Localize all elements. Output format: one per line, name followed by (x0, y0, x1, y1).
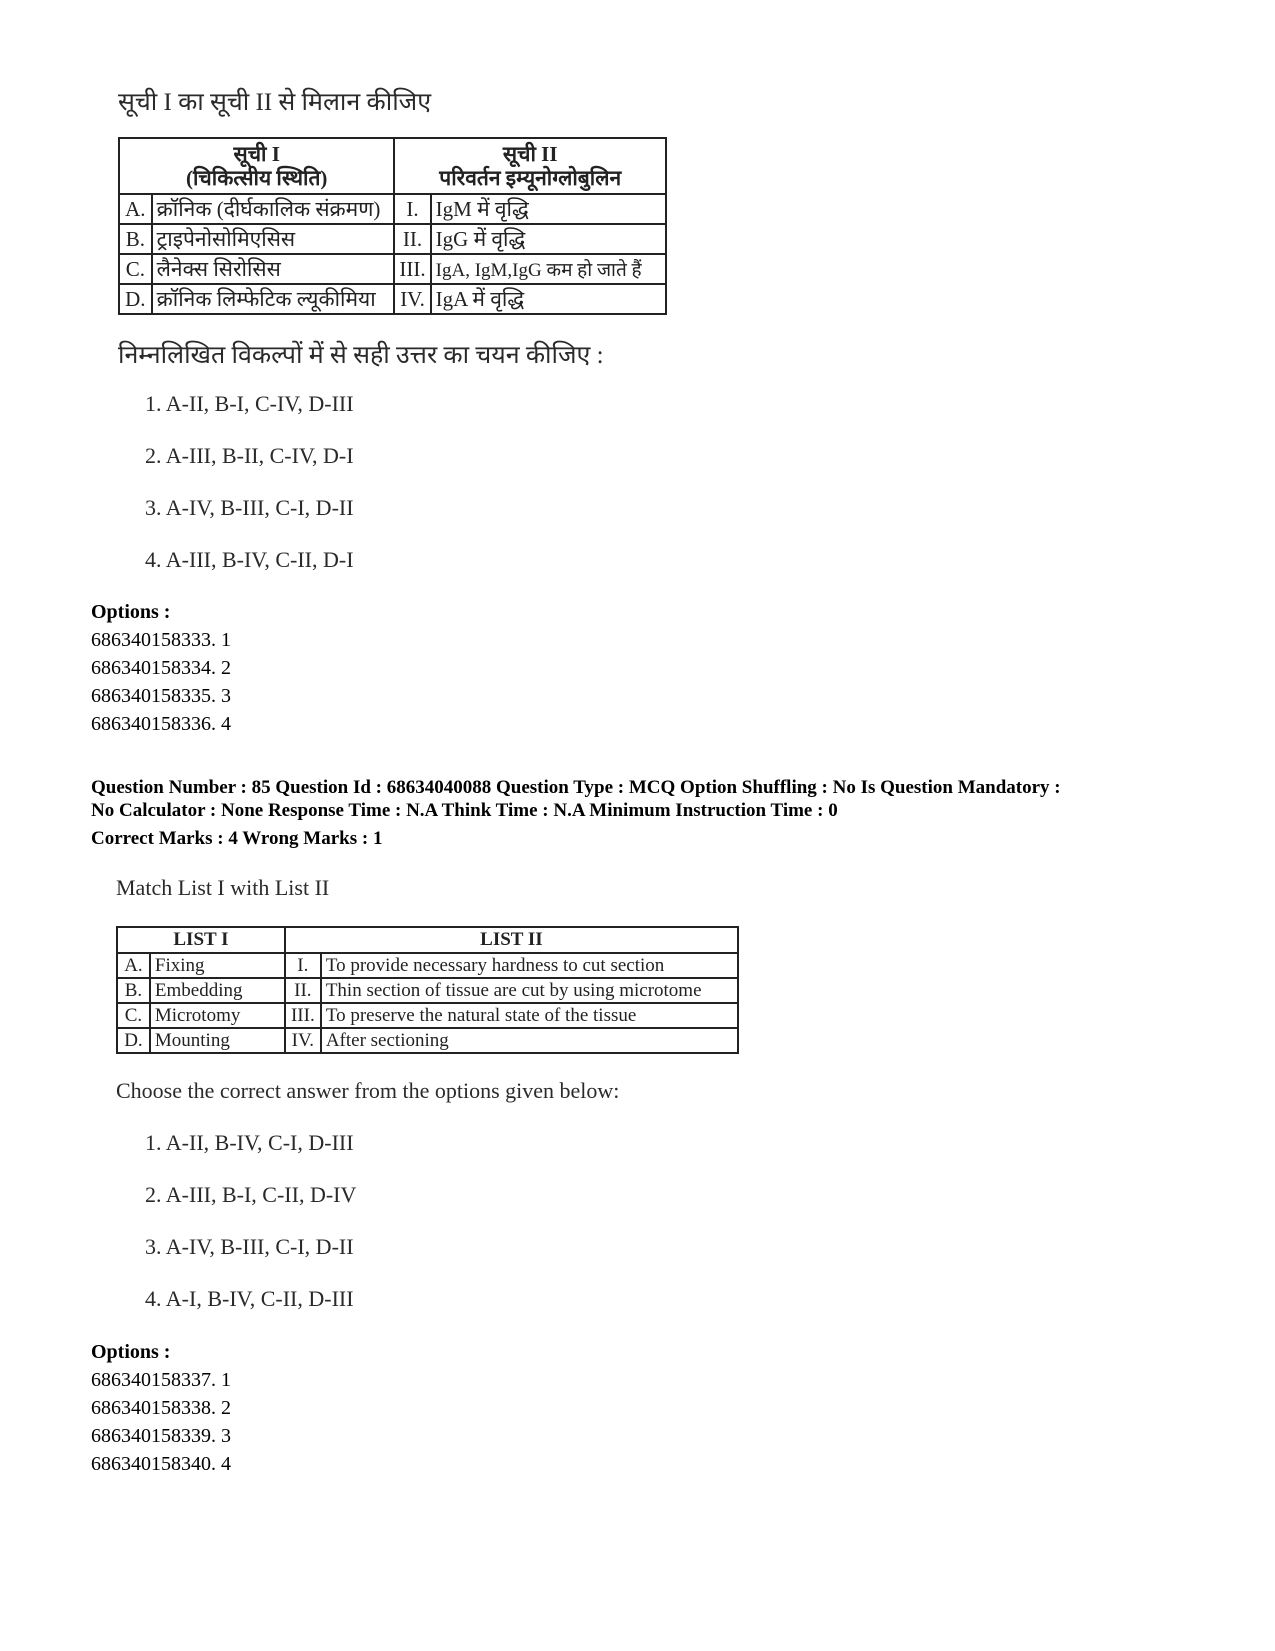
q84-choice-2: 2. A-III, B-II, C-IV, D-I (145, 443, 354, 468)
q85-choice-3: 3. A-IV, B-III, C-I, D-II (145, 1234, 354, 1259)
q84-options-label: Options : (91, 601, 171, 623)
q84-choice-1: 1. A-II, B-I, C-IV, D-III (145, 391, 354, 416)
q85-meta-line-3: Correct Marks : 4 Wrong Marks : 1 (91, 828, 383, 849)
q85-option-2: 686340158338. 2 (91, 1397, 231, 1419)
q84-table-header-list1: सूची I (चिकित्सीय स्थिति) (119, 138, 394, 194)
q84-option-1: 686340158333. 1 (91, 629, 231, 651)
table-row: A. क्रॉनिक (दीर्घकालिक संक्रमण) I. IgM में वृद्धि (119, 194, 666, 224)
q85-match-table (116, 926, 739, 1054)
q84-option-2: 686340158334. 2 (91, 657, 231, 679)
table-row: B. ट्राइपेनोसोमिएसिस II. IgG में वृद्धि (119, 224, 666, 254)
q85-table-header-list1: LIST I (117, 927, 285, 953)
q85-option-3: 686340158339. 3 (91, 1425, 231, 1447)
q85-meta-line-2: No Calculator : None Response Time : N.A Think Time : N.A Minimum Instruction Time : 0 (91, 800, 838, 821)
q84-instruction: सूची I का सूची II से मिलान कीजिए (118, 89, 432, 116)
q84-choose-text: निम्नलिखित विकल्पों में से सही उत्तर का चयन कीजिए : (118, 342, 604, 369)
q85-choice-2: 2. A-III, B-I, C-II, D-IV (145, 1182, 357, 1207)
q85-option-1: 686340158337. 1 (91, 1369, 231, 1391)
q85-choice-4: 4. A-I, B-IV, C-II, D-III (145, 1286, 354, 1311)
q85-choose-text: Choose the correct answer from the options given below: (116, 1078, 620, 1103)
table-row: A. Fixing I. To provide necessary hardness to cut section (117, 953, 738, 978)
q85-table-header-list2: LIST II (285, 927, 738, 953)
q85-instruction: Match List I with List II (116, 875, 330, 900)
q85-choice-1: 1. A-II, B-IV, C-I, D-III (145, 1130, 354, 1155)
q84-option-4: 686340158336. 4 (91, 713, 231, 735)
q85-option-4: 686340158340. 4 (91, 1453, 231, 1475)
q84-choice-4: 4. A-III, B-IV, C-II, D-I (145, 547, 354, 572)
table-row: B. Embedding II. Thin section of tissue are cut by using microtome (117, 978, 738, 1003)
q84-option-3: 686340158335. 3 (91, 685, 231, 707)
q84-choice-3: 3. A-IV, B-III, C-I, D-II (145, 495, 354, 520)
table-row: D. Mounting IV. After sectioning (117, 1028, 738, 1053)
q85-meta-line-1: Question Number : 85 Question Id : 68634040088 Question Type : MCQ Option Shuffling : No Is Question Mandatory : (91, 777, 1061, 798)
q85-options-label: Options : (91, 1341, 171, 1363)
table-row: C. लैनेक्स सिरोसिस III. IgA, IgM,IgG कम हो जाते हैं (119, 254, 666, 284)
table-row: D. क्रॉनिक लिम्फेटिक ल्यूकीमिया IV. IgA में वृद्धि (119, 284, 666, 314)
table-row: C. Microtomy III. To preserve the natural state of the tissue (117, 1003, 738, 1028)
q84-match-table (118, 137, 667, 315)
q84-table-header-list2: सूची II परिवर्तन इम्यूनोग्लोबुलिन (394, 138, 666, 194)
